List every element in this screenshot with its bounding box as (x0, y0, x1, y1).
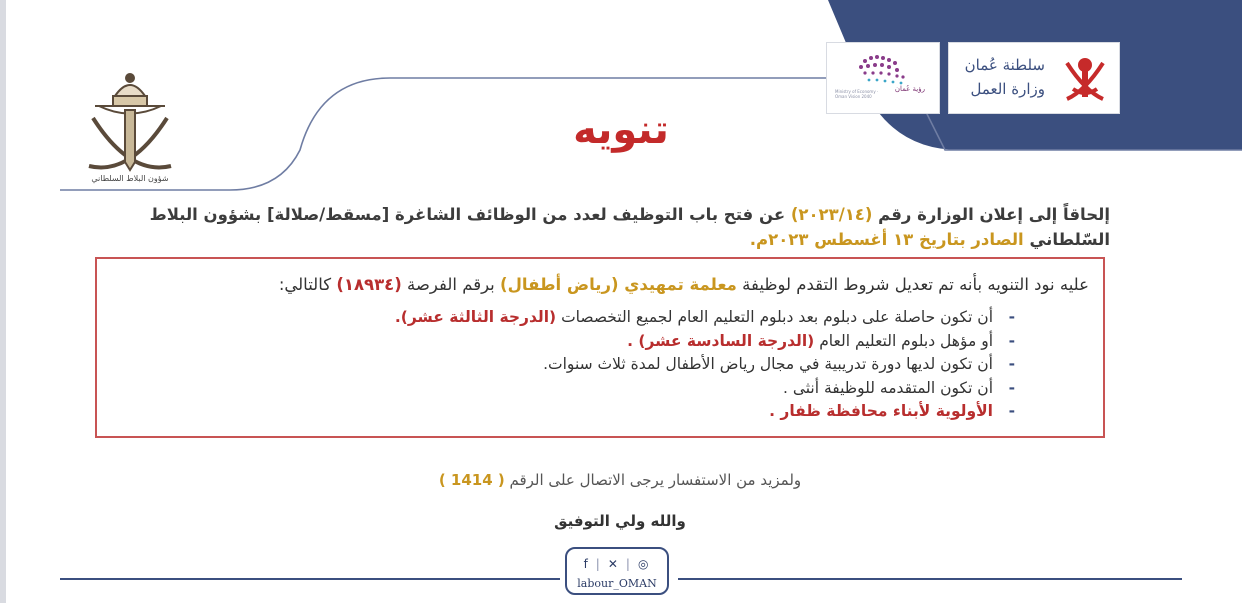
announcement-number: (٢٠٢٣/١٤) (790, 205, 873, 224)
instagram-icon[interactable]: ◎ (637, 557, 651, 571)
closing-text: والله ولي التوفيق (554, 512, 686, 530)
condition-emphasis: (الدرجة الثالثة عشر). (394, 308, 557, 326)
notice-box (95, 257, 1105, 438)
contact-text: ولمزيد من الاستفسار يرجى الاتصال على الرقم (509, 471, 802, 489)
x-icon[interactable]: ✕ (607, 557, 620, 571)
condition-emphasis: الأولوية لأبناء محافظة ظفار . (769, 402, 993, 420)
conditions-list (395, 306, 1015, 424)
social-handle[interactable]: labour_OMAN (577, 577, 657, 590)
separator: | (625, 557, 632, 571)
social-icons-row (567, 557, 667, 571)
condition-text: أن تكون المتقدمه للوظيفة أنثى . (782, 378, 993, 397)
royal-court-caption: شؤون البلاط السلطاني (91, 174, 169, 183)
facebook-icon[interactable]: f (583, 557, 590, 571)
notice-lead-text-2: برقم الفرصة (407, 275, 495, 294)
condition-item (395, 353, 1015, 377)
ministry-line-1: سلطنة عُمان (964, 56, 1045, 74)
bullet-dash-icon: - (1008, 308, 1015, 326)
page-title: تنويه (573, 107, 669, 153)
condition-text: أن تكون حاصلة على دبلوم بعد دبلوم التعليم العام لجميع التخصصات (561, 308, 993, 326)
condition-item (395, 377, 1015, 401)
notice-lead-text: عليه نود التنويه بأنه تم تعديل شروط التقدم لوظيفة (742, 275, 1089, 294)
contact-line (400, 471, 840, 489)
intro-text-2: عن فتح باب التوظيف لعدد من الوظائف الشاغرة [مسقط/صلالة] بشؤون البلاط السّلطاني (149, 205, 1110, 249)
notice-lead-text-3: كالتالي: (278, 275, 332, 294)
condition-item (395, 330, 1015, 354)
separator: | (595, 557, 602, 571)
ministry-name (965, 53, 1045, 101)
condition-text: أن تكون لديها دورة تدريبية في مجال رياض الأطفال لمدة ثلاث سنوات. (543, 355, 993, 373)
bullet-dash-icon: - (1008, 402, 1015, 420)
bullet-dash-icon: - (1008, 331, 1015, 350)
footer-divider-right (678, 578, 1182, 580)
vision-label: رؤية عُمان (894, 85, 925, 93)
intro-paragraph (100, 202, 1110, 252)
job-title: معلمة تمهيدي (رياض أطفال) (500, 275, 737, 294)
bullet-dash-icon: - (1008, 355, 1015, 373)
notice-lead (279, 273, 1089, 297)
footer-divider-left (60, 578, 560, 580)
vision-subtext: Ministry of Economy · Oman Vision 2040 (835, 89, 879, 99)
condition-item (395, 306, 1015, 330)
bullet-dash-icon: - (1008, 378, 1015, 397)
ministry-line-2: وزارة العمل (970, 80, 1045, 98)
contact-phone[interactable]: ( 1414 ) (438, 471, 505, 489)
social-links (565, 547, 669, 595)
opportunity-number: (١٨٩٣٤) (336, 275, 402, 294)
condition-item (395, 400, 1015, 424)
oman-emblem-icon (1059, 51, 1111, 105)
intro-text-1: إلحاقاً إلى إعلان الوزارة رقم (878, 205, 1110, 224)
condition-text: أو مؤهل دبلوم التعليم العام (819, 331, 993, 350)
condition-emphasis: (الدرجة السادسة عشر) . (627, 331, 815, 350)
issue-date: الصادر بتاريخ ١٣ أغسطس ٢٠٢٣م. (749, 230, 1024, 249)
